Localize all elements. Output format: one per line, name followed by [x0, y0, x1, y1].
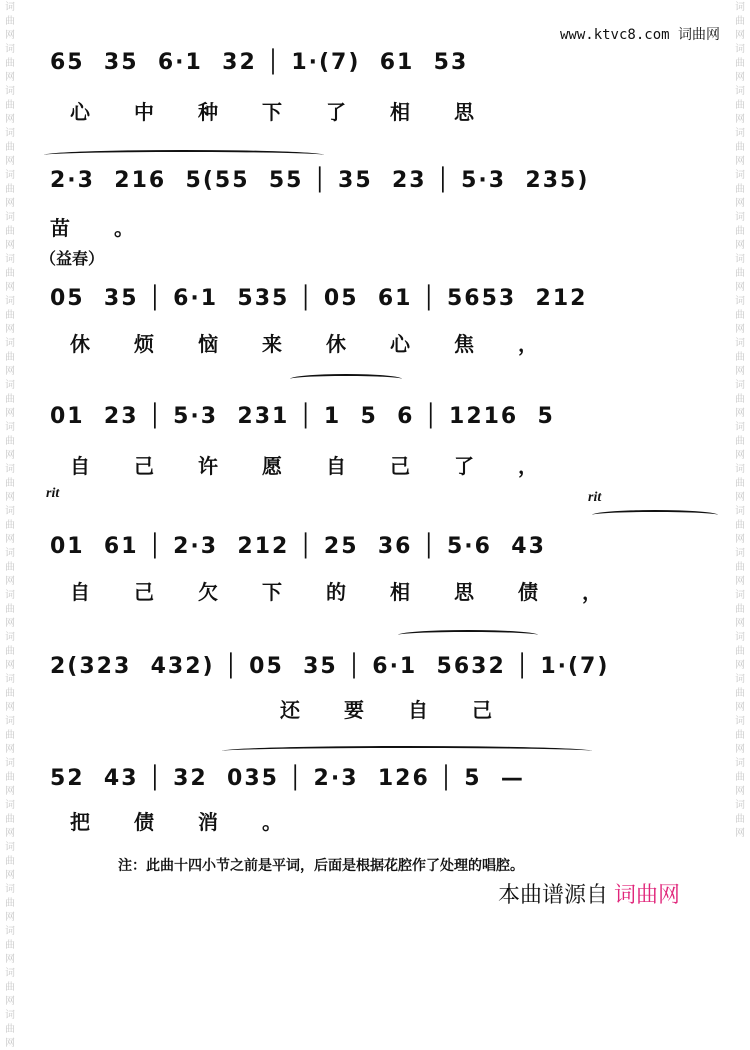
- lyrics-line-7: 把债消。: [70, 810, 326, 834]
- source-credit[interactable]: [498, 878, 680, 909]
- lyrics-line-5: 自己欠下的相思债，: [70, 580, 646, 604]
- slur-mark: [290, 374, 402, 384]
- footnote: 注：此曲十四小节之前是平词，后面是根据花腔作了处理的唱腔。: [118, 858, 524, 874]
- slur-mark: [592, 510, 718, 520]
- rit-marking: rit: [588, 490, 602, 505]
- site-brand[interactable]: 词曲网: [678, 27, 720, 43]
- slur-mark: [398, 630, 538, 640]
- lyrics-line-1: 心中种下了相思: [70, 100, 518, 124]
- site-url[interactable]: www.ktvc8.com: [559, 27, 670, 43]
- notes-line: 01 61 │ 2·3 212 │ 25 36 │ 5·6 43: [50, 534, 546, 559]
- score-row-2: [40, 168, 730, 218]
- singer-label: （益春）: [40, 249, 105, 268]
- site-header[interactable]: [560, 24, 720, 44]
- lyrics-line-2: 苗。: [50, 216, 178, 240]
- score-row-4: [40, 404, 730, 454]
- slur-mark: [44, 150, 324, 160]
- score-row-1: [40, 50, 730, 100]
- lyrics-line-3: 休烦恼来休心焦，: [70, 332, 582, 356]
- watermark-right: 词 曲 网 词 曲 网 词 曲 网 词 曲 网 词 曲 网 词 曲 网 词 曲 网 词 曲 网 词 曲 网 词 曲 网 词 曲 网 词 曲 网 词 曲 网 词 曲 网 词 曲 网 词 曲 网 词 曲 网 词 曲 网 词 曲 网 词 曲 网: [735, 2, 745, 839]
- notes-line: 01 23 │ 5·3 231 │ 1 5 6 │ 1216 5: [50, 404, 555, 429]
- rit-marking: rit: [46, 486, 60, 501]
- watermark-left: 词 曲 网 词 曲 网 词 曲 网 词 曲 网 词 曲 网 词 曲 网 词 曲 网 词 曲 网 词 曲 网 词 曲 网 词 曲 网 词 曲 网 词 曲 网 词 曲 网 词 曲 网 词 曲 网 词 曲 网 词 曲 网 词 曲 网 词 曲 网 词 曲 网 词 曲 网 词 曲 网 词 曲 网 词 曲 网: [5, 2, 15, 1049]
- source-label: 本曲谱源自: [498, 883, 609, 908]
- notes-line: 2·3 216 5(55 55 │ 35 23 │ 5·3 235): [50, 168, 590, 193]
- notes-line: 2(323 432) │ 05 35 │ 6·1 5632 │ 1·(7): [50, 654, 610, 679]
- notes-line: 05 35 │ 6·1 535 │ 05 61 │ 5653 212: [50, 286, 588, 311]
- source-brand-link[interactable]: 词曲网: [614, 883, 681, 908]
- lyrics-line-6: 还要自己: [280, 698, 536, 722]
- notes-line: 65 35 6·1 32 │ 1·(7) 61 53: [50, 50, 469, 75]
- slur-mark: [222, 746, 592, 756]
- notes-line: 52 43 │ 32 035 │ 2·3 126 │ 5 —: [50, 766, 525, 791]
- lyrics-line-4: 自己许愿自己了，: [70, 454, 582, 478]
